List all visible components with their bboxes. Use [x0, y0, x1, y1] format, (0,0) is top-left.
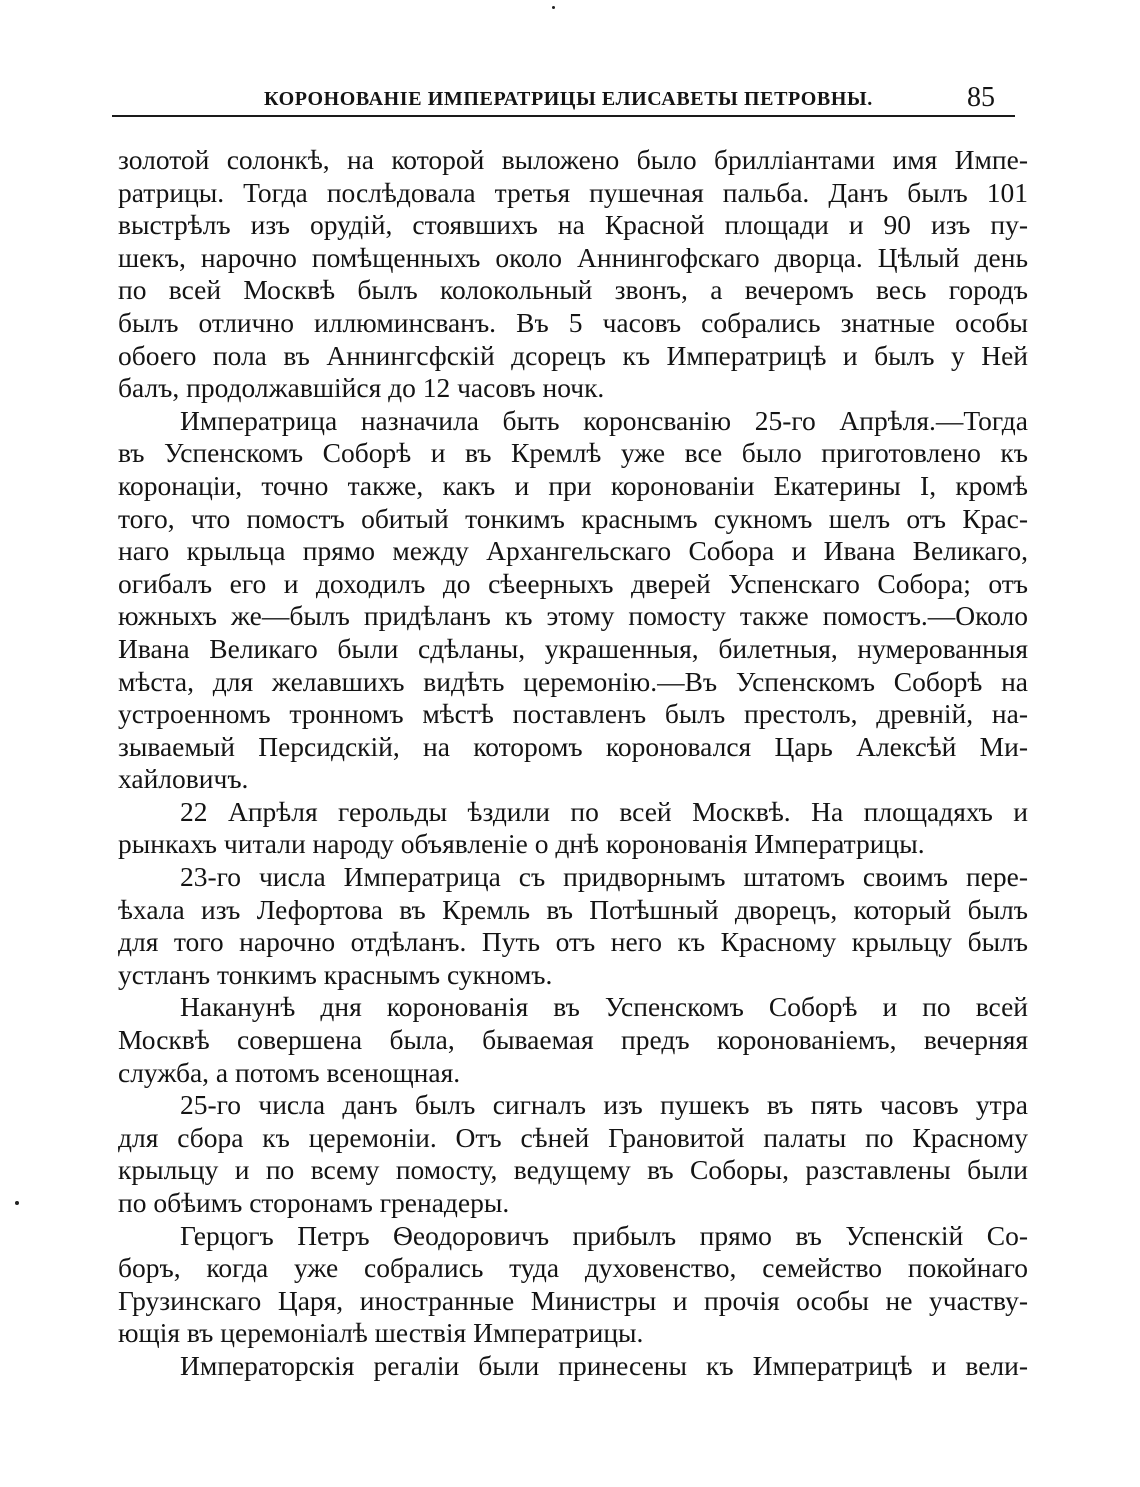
text-line: былъ отлично иллюминсванъ. Въ 5 часовъ собрались знатные особы	[118, 306, 1028, 338]
text-line: коронаціи, точно также, какъ и при коронованіи Екатерины I, кромѣ	[118, 469, 1028, 501]
text-line: огибалъ его и доходилъ до сѣеерныхъ дверей Успенскаго Собора; отъ	[118, 567, 1028, 599]
text-line: для того нарочно отдѣланъ. Путь отъ него къ Красному крыльцу былъ	[118, 926, 1028, 958]
text-line: выстрѣлъ изъ орудій, стоявшихъ на Красной площади и 90 изъ пу-	[118, 209, 1028, 241]
text-line: по обѣимъ сторонамъ гренадеры.	[118, 1187, 510, 1218]
running-title: КОРОНОВАНІЕ ИМПЕРАТРИЦЫ ЕЛИСАВЕТЫ ПЕТРОВНЫ.	[264, 88, 873, 110]
text-line: Грузинскаго Царя, иностранные Министры и прочія особы не участву-	[118, 1284, 1028, 1316]
text-line: Ивана Великаго были сдѣланы, украшенныя, билетныя, нумерованныя	[118, 632, 1028, 664]
text-line: ратрицы. Тогда послѣдовала третья пушечная пальба. Данъ былъ 101	[118, 176, 1028, 208]
text-line: золотой солонкѣ, на которой выложено было брилліантами имя Импе-	[118, 144, 1028, 175]
scan-speck	[15, 1201, 19, 1205]
page-number: 85	[967, 82, 995, 113]
text-line: 23-го числа Императрица съ придворнымъ штатомъ своимъ пере-	[180, 861, 1028, 893]
text-line: рынкахъ читали народу объявленіе о днѣ коронованія Императрицы.	[118, 828, 925, 860]
text-line: по всей Москвѣ былъ колокольный звонъ, а вечеромъ весь городъ	[118, 274, 1028, 306]
text-line: зываемый Персидскій, на которомъ короновался Царь Алексѣй Ми-	[118, 730, 1028, 762]
text-line: балъ, продолжавшійся до 12 часовъ ночк.	[118, 372, 605, 404]
text-line: наго крыльца прямо между Архангельскаго Собора и Ивана Великаго,	[118, 535, 1028, 567]
page-header	[112, 84, 1015, 120]
text-line: устланъ тонкимъ краснымъ сукномъ.	[118, 958, 553, 990]
body-text	[118, 144, 1028, 1383]
text-line: Герцогъ Петръ Ѳеодоровичъ прибылъ прямо въ Успенскій Со-	[180, 1219, 1028, 1251]
header-rule	[112, 115, 1015, 117]
text-line: для сбора къ церемоніи. Отъ сѣней Грановитой палаты по Красному	[118, 1121, 1028, 1153]
text-line: Императрица назначила быть коронсванію 25-го Апрѣля.—Тогда	[180, 404, 1028, 436]
text-line: мѣста, для желавшихъ видѣть церемонію.—Въ Успенскомъ Соборѣ на	[118, 665, 1028, 697]
text-line: шекъ, нарочно помѣщенныхъ около Аннингофскаго дворца. Цѣлый день	[118, 241, 1028, 273]
text-line: ющія въ церемоніалѣ шествія Императрицы.	[118, 1317, 644, 1349]
text-line: въ Успенскомъ Соборѣ и въ Кремлѣ уже все было приготовлено къ	[118, 437, 1028, 469]
text-line: Москвѣ совершена была, бываемая предъ коронованіемъ, вечерняя	[118, 1024, 1028, 1056]
text-line: боръ, когда уже собрались туда духовенство, семейство покойнаго	[118, 1252, 1028, 1284]
text-line: того, что помостъ обитый тонкимъ краснымъ сукномъ шелъ отъ Крас-	[118, 502, 1028, 534]
text-line: устроенномъ тронномъ мѣстѣ поставленъ былъ престолъ, древній, на-	[118, 698, 1028, 730]
scan-speck	[552, 6, 555, 9]
text-line: обоего пола въ Аннингсфскій дсорецъ къ Императрицѣ и былъ у Ней	[118, 339, 1028, 371]
text-line: крыльцу и по всему помосту, ведущему въ Соборы, разставлены были	[118, 1154, 1028, 1186]
text-line: Наканунѣ дня коронованія въ Успенскомъ Соборѣ и по всей	[180, 991, 1028, 1023]
text-line: хайловичъ.	[118, 763, 249, 795]
text-line: служба, а потомъ всенощная.	[118, 1056, 461, 1088]
text-line: 22 Апрѣля герольды ѣздили по всей Москвѣ. На площадяхъ и	[180, 795, 1028, 827]
text-line: южныхъ же—былъ придѣланъ къ этому помосту также помостъ.—Около	[118, 600, 1028, 632]
text-line: Императорскія регаліи были принесены къ Императрицѣ и вели-	[180, 1349, 1028, 1381]
text-line: 25-го числа данъ былъ сигналъ изъ пушекъ въ пять часовъ утра	[180, 1089, 1028, 1121]
text-line: ѣхала изъ Лефортова въ Кремль въ Потѣшный дворецъ, который былъ	[118, 893, 1028, 925]
